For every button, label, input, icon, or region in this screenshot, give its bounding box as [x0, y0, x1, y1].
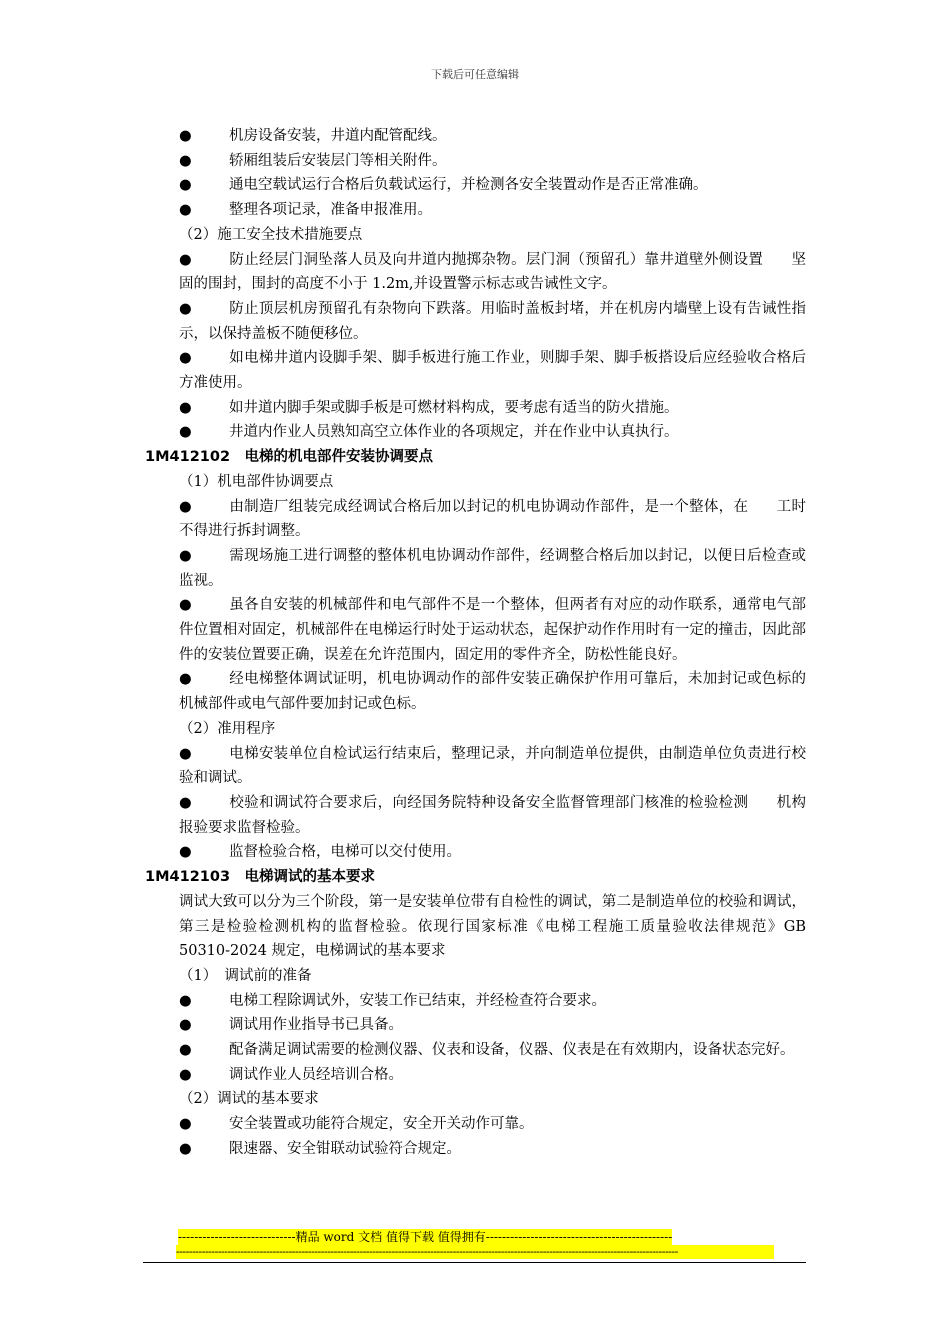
bullet-item	[145, 593, 806, 667]
bullet-item	[145, 742, 806, 791]
bullet-text: 机房设备安装，井道内配管配线。	[229, 128, 447, 144]
bullet-item	[145, 989, 806, 1014]
bullet-text: 虽各自安装的机械部件和电气部件不是一个整体，但两者有对应的动作联系，通常电气部件位置相对固定，机械部件在电梯运行时处于运动状态，起保护动作作用时有一定的撞击，因此部件的安装位置要正确，误差在允许范围内，固定用的零件齐全，防松性能良好。	[179, 597, 806, 663]
subsection-title: （1）机电部件协调要点	[179, 473, 334, 490]
bullet-dot-icon: ●	[179, 300, 192, 317]
bullet-continuation: 工时不得进行拆封调整。	[179, 498, 807, 540]
bullet-dot-icon: ●	[179, 1017, 192, 1034]
bullet-text: 安全装置或功能符合规定，安全开关动作可靠。	[229, 1116, 534, 1133]
bullet-text: 轿厢组装后安装层门等相关附件。	[229, 152, 447, 169]
bullet-dot-icon: ●	[179, 177, 192, 194]
bullet-item	[145, 1063, 806, 1088]
section-heading: 1M412102 电梯的机电部件安装协调要点	[145, 449, 434, 466]
bullet-text: 如电梯井道内设脚手架、脚手板进行施工作业，则脚手架、脚手板搭设后应经验收合格后方准使用。	[179, 350, 806, 392]
bullet-item	[145, 544, 806, 593]
bullet-text: 防止经层门洞坠落人员及向井道内抛掷杂物。层门洞（预留孔）靠井道壁外侧设置	[229, 251, 764, 268]
page-header: 下载后可任意编辑	[431, 68, 519, 81]
bullet-item	[145, 420, 806, 445]
bullet-continuation: 坚固的围封，围封的高度不小于 1.2m,并设置警示标志或告诫性文字。	[179, 251, 807, 293]
bullet-dot-icon: ●	[179, 844, 192, 861]
bullet-text: 防止顶层机房预留孔有杂物向下跌落。用临时盖板封堵，并在机房内墙壁上设有告诫性指示，以保持盖板不随便移位。	[179, 300, 806, 342]
bullet-item	[145, 297, 806, 346]
bullet-item	[145, 495, 806, 544]
bullet-dot-icon: ●	[179, 992, 192, 1009]
bullet-item	[145, 840, 806, 865]
bullet-item	[145, 124, 806, 149]
bullet-dot-icon: ●	[179, 1116, 192, 1133]
document-body	[145, 124, 806, 1162]
footer-rule	[143, 1262, 806, 1263]
subsection-title: （2）施工安全技术措施要点	[179, 226, 363, 243]
bullet-dot-icon: ●	[179, 1140, 192, 1157]
bullet-item	[145, 248, 806, 297]
bullet-dot-icon: ●	[179, 597, 192, 614]
bullet-text: 电梯安装单位自检试运行结束后，整理记录，并向制造单位提供，由制造单位负责进行校验和调试。	[179, 745, 806, 787]
bullet-dot-icon: ●	[179, 498, 192, 515]
bullet-text: 配备满足调试需要的检测仪器、仪表和设备，仪器、仪表是在有效期内，设备状态完好。	[229, 1042, 795, 1059]
bullet-text: 校验和调试符合要求后，向经国务院特种设备安全监督管理部门核准的检验检测	[229, 794, 749, 811]
bullet-item	[145, 149, 806, 174]
bullet-item	[145, 198, 806, 223]
bullet-dot-icon: ●	[179, 152, 192, 169]
bullet-text: 监督检验合格，电梯可以交付使用。	[229, 844, 461, 861]
bullet-dot-icon: ●	[179, 424, 192, 441]
subsection-title: （1） 调试前的准备	[179, 967, 312, 984]
bullet-item	[145, 791, 806, 840]
bullet-item	[145, 346, 806, 395]
bullet-dot-icon: ●	[179, 350, 192, 367]
bullet-item	[145, 173, 806, 198]
bullet-item	[145, 667, 806, 716]
bullet-text: 如井道内脚手架或脚手板是可燃材料构成，要考虑有适当的防火措施。	[229, 399, 679, 416]
bullet-text: 需现场施工进行调整的整体机电协调动作部件，经调整合格后加以封记，以便日后检查或监视。	[179, 547, 806, 589]
bullet-dot-icon: ●	[179, 1066, 192, 1083]
bullet-dot-icon: ●	[179, 251, 192, 268]
footer-dashes: ------------------------------------------------------------------------------------------------------------------------------------------------------------	[176, 1245, 774, 1259]
bullet-text: 由制造厂组装完成经调试合格后加以封记的机电协调动作部件，是一个整体，在	[229, 498, 749, 515]
bullet-text: 通电空载试运行合格后负载试运行，并检测各安全装置动作是否正常准确。	[229, 177, 708, 194]
bullet-continuation: 机构报验要求监督检验。	[179, 794, 807, 836]
bullet-item	[145, 1137, 806, 1162]
bullet-item	[145, 396, 806, 421]
subsection-title: （2）调试的基本要求	[179, 1091, 319, 1108]
bullet-dot-icon: ●	[179, 794, 192, 811]
bullet-item	[145, 1013, 806, 1038]
bullet-text: 经电梯整体调试证明，机电协调动作的部件安装正确保护作用可靠后，未加封记或色标的机械部件或电气部件要加封记或色标。	[179, 671, 806, 713]
bullet-dot-icon: ●	[179, 671, 192, 688]
bullet-dot-icon: ●	[179, 128, 192, 144]
bullet-text: 限速器、安全钳联动试验符合规定。	[229, 1140, 461, 1157]
bullet-dot-icon: ●	[179, 1042, 192, 1059]
footer-banner: -----------------------------精品 word 文档 值得下载 值得拥有----------------------------------------------	[178, 1230, 673, 1244]
bullet-item	[145, 1112, 806, 1137]
bullet-dot-icon: ●	[179, 745, 192, 762]
subsection-title: （2）准用程序	[179, 720, 276, 737]
bullet-item	[145, 1038, 806, 1063]
bullet-dot-icon: ●	[179, 399, 192, 416]
bullet-text: 井道内作业人员熟知高空立体作业的各项规定，并在作业中认真执行。	[229, 424, 679, 441]
bullet-text: 电梯工程除调试外，安装工作已结束，并经检查符合要求。	[229, 992, 606, 1009]
paragraph: 调试大致可以分为三个阶段，第一是安装单位带有自检性的调试，第二是制造单位的校验和调试，第三是检验检测机构的监督检验。依现行国家标准《电梯工程施工质量验收法律规范》GB 50310-2024 规定，电梯调试的基本要求	[179, 893, 806, 960]
bullet-dot-icon: ●	[179, 547, 192, 564]
bullet-dot-icon: ●	[179, 202, 192, 219]
section-heading: 1M412103 电梯调试的基本要求	[145, 869, 376, 886]
bullet-text: 整理各项记录，准备申报准用。	[229, 202, 432, 219]
bullet-text: 调试用作业指导书已具备。	[229, 1017, 403, 1034]
bullet-text: 调试作业人员经培训合格。	[229, 1066, 403, 1083]
